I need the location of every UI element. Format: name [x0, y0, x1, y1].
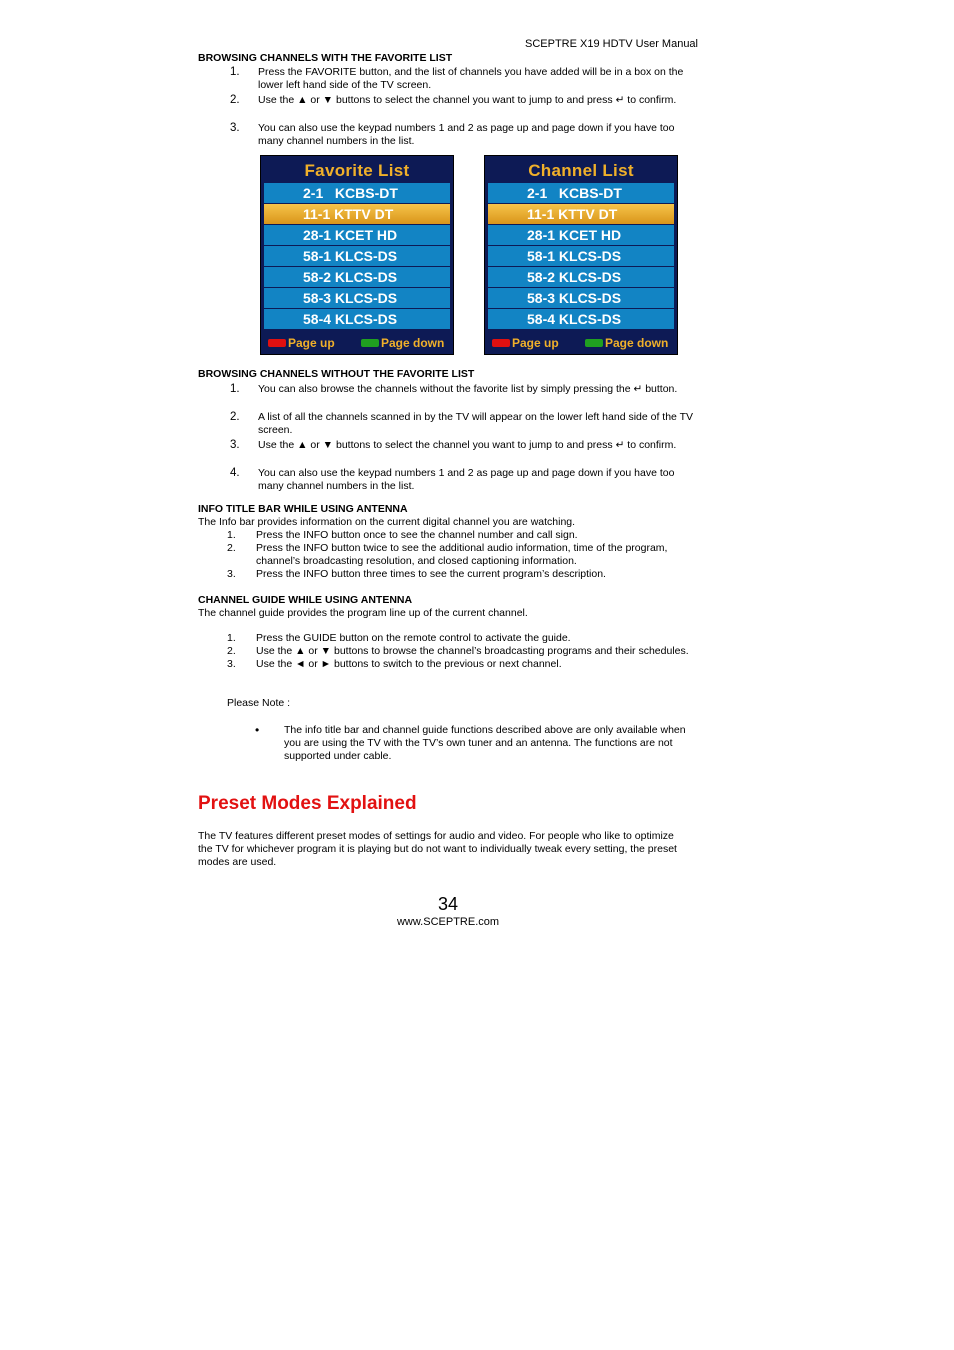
section-heading-without-favorite: BROWSING CHANNELS WITHOUT THE FAVORITE LIST [198, 368, 475, 380]
channel-row[interactable]: 2-1 KCBS-DT [264, 183, 450, 203]
channel-row-selected[interactable]: 11-1 KTTV DT [488, 204, 674, 224]
list-item: 2. Use the ▲ or ▼ buttons to browse the channel’s broadcasting programs and their schedules. [227, 645, 689, 657]
info-bar-intro: The Info bar provides information on the current digital channel you are watching. [198, 516, 576, 528]
channel-row[interactable]: 58-2 KLCS-DS [264, 267, 450, 287]
section-heading-favorite: BROWSING CHANNELS WITH THE FAVORITE LIST [198, 52, 453, 64]
favorite-steps-list [198, 66, 698, 149]
guide-steps-list [198, 632, 698, 671]
page-up-label: Page up [288, 336, 335, 350]
channel-row[interactable]: 58-3 KLCS-DS [488, 288, 674, 308]
preset-modes-text: The TV features different preset modes of settings for audio and video. For people who like to optimize the TV for whichever program it is playing but do not want to individually tweak every setting, the preset modes are used. [198, 830, 677, 868]
channel-row[interactable]: 58-2 KLCS-DS [488, 267, 674, 287]
page-down-label: Page down [381, 336, 445, 350]
manual-title: SCEPTRE X19 HDTV User Manual [525, 38, 698, 50]
list-item: 2. Press the INFO button twice to see the additional audio information, time of the program, channel’s broadcasting resolution, and closed captioning information. [227, 542, 668, 567]
menu-footer [261, 330, 453, 354]
footer-url: www.SCEPTRE.com [396, 916, 500, 928]
section-heading-channel-guide: CHANNEL GUIDE WHILE USING ANTENNA [198, 594, 413, 606]
preset-modes-heading: Preset Modes Explained [198, 793, 417, 814]
list-item: 2. Use the ▲ or ▼ buttons to select the channel you want to jump to and press ↵ to confirm. [230, 94, 677, 106]
channel-row[interactable]: 58-1 KLCS-DS [488, 246, 674, 266]
red-key-icon [268, 339, 286, 347]
bullet-icon: • [255, 723, 260, 737]
channel-guide-intro: The channel guide provides the program line up of the current channel. [198, 607, 528, 619]
channel-row[interactable]: 58-4 KLCS-DS [264, 309, 450, 329]
favorite-list-menu [260, 155, 454, 355]
channel-row[interactable]: 28-1 KCET HD [264, 225, 450, 245]
channel-row-selected[interactable]: 11-1 KTTV DT [264, 204, 450, 224]
page-down-label: Page down [605, 336, 669, 350]
list-item: 1. You can also browse the channels without the favorite list by simply pressing the ↵ button. [230, 383, 678, 395]
page-number: 34 [437, 894, 459, 914]
info-steps-list [198, 529, 698, 581]
list-item: 3. Press the INFO button three times to see the current program’s description. [227, 568, 606, 580]
list-item: 3. Use the ▲ or ▼ buttons to select the channel you want to jump to and press ↵ to confirm. [230, 439, 677, 451]
green-key-icon [585, 339, 603, 347]
please-note-label: Please Note : [227, 697, 291, 709]
list-item: 3. Use the ◄ or ► buttons to switch to the previous or next channel. [227, 658, 562, 670]
menu-title: Favorite List [304, 161, 410, 180]
list-item: 1. Press the INFO button once to see the channel number and call sign. [227, 529, 578, 541]
list-item: 3. You can also use the keypad numbers 1 and 2 as page up and page down if you have too many channel numbers in the list. [230, 122, 675, 147]
red-key-icon [492, 339, 510, 347]
channel-row[interactable]: 58-3 KLCS-DS [264, 288, 450, 308]
channel-row[interactable]: 58-4 KLCS-DS [488, 309, 674, 329]
section-heading-info-bar: INFO TITLE BAR WHILE USING ANTENNA [198, 503, 408, 515]
channel-row[interactable]: 58-1 KLCS-DS [264, 246, 450, 266]
menu-footer [485, 330, 677, 354]
list-item: 4. You can also use the keypad numbers 1 and 2 as page up and page down if you have too many channel numbers in the list. [230, 467, 675, 492]
page-up-label: Page up [512, 336, 559, 350]
channel-row[interactable]: 28-1 KCET HD [488, 225, 674, 245]
list-item: 1. Press the FAVORITE button, and the list of channels you have added will be in a box on the lower left hand side of the TV screen. [230, 66, 684, 91]
list-item: 2. A list of all the channels scanned in by the TV will appear on the lower left hand side of the TV screen. [230, 411, 694, 436]
menu-title: Channel List [528, 161, 634, 180]
channel-list-menu [484, 155, 678, 355]
list-item: 1. Press the GUIDE button on the remote control to activate the guide. [227, 632, 571, 644]
green-key-icon [361, 339, 379, 347]
browse-steps-list [198, 383, 698, 494]
note-text: The info title bar and channel guide functions described above are only available when you are using the TV with the TV’s own tuner and an antenna. The functions are not supported under cable. [284, 724, 686, 762]
channel-row[interactable]: 2-1 KCBS-DT [488, 183, 674, 203]
